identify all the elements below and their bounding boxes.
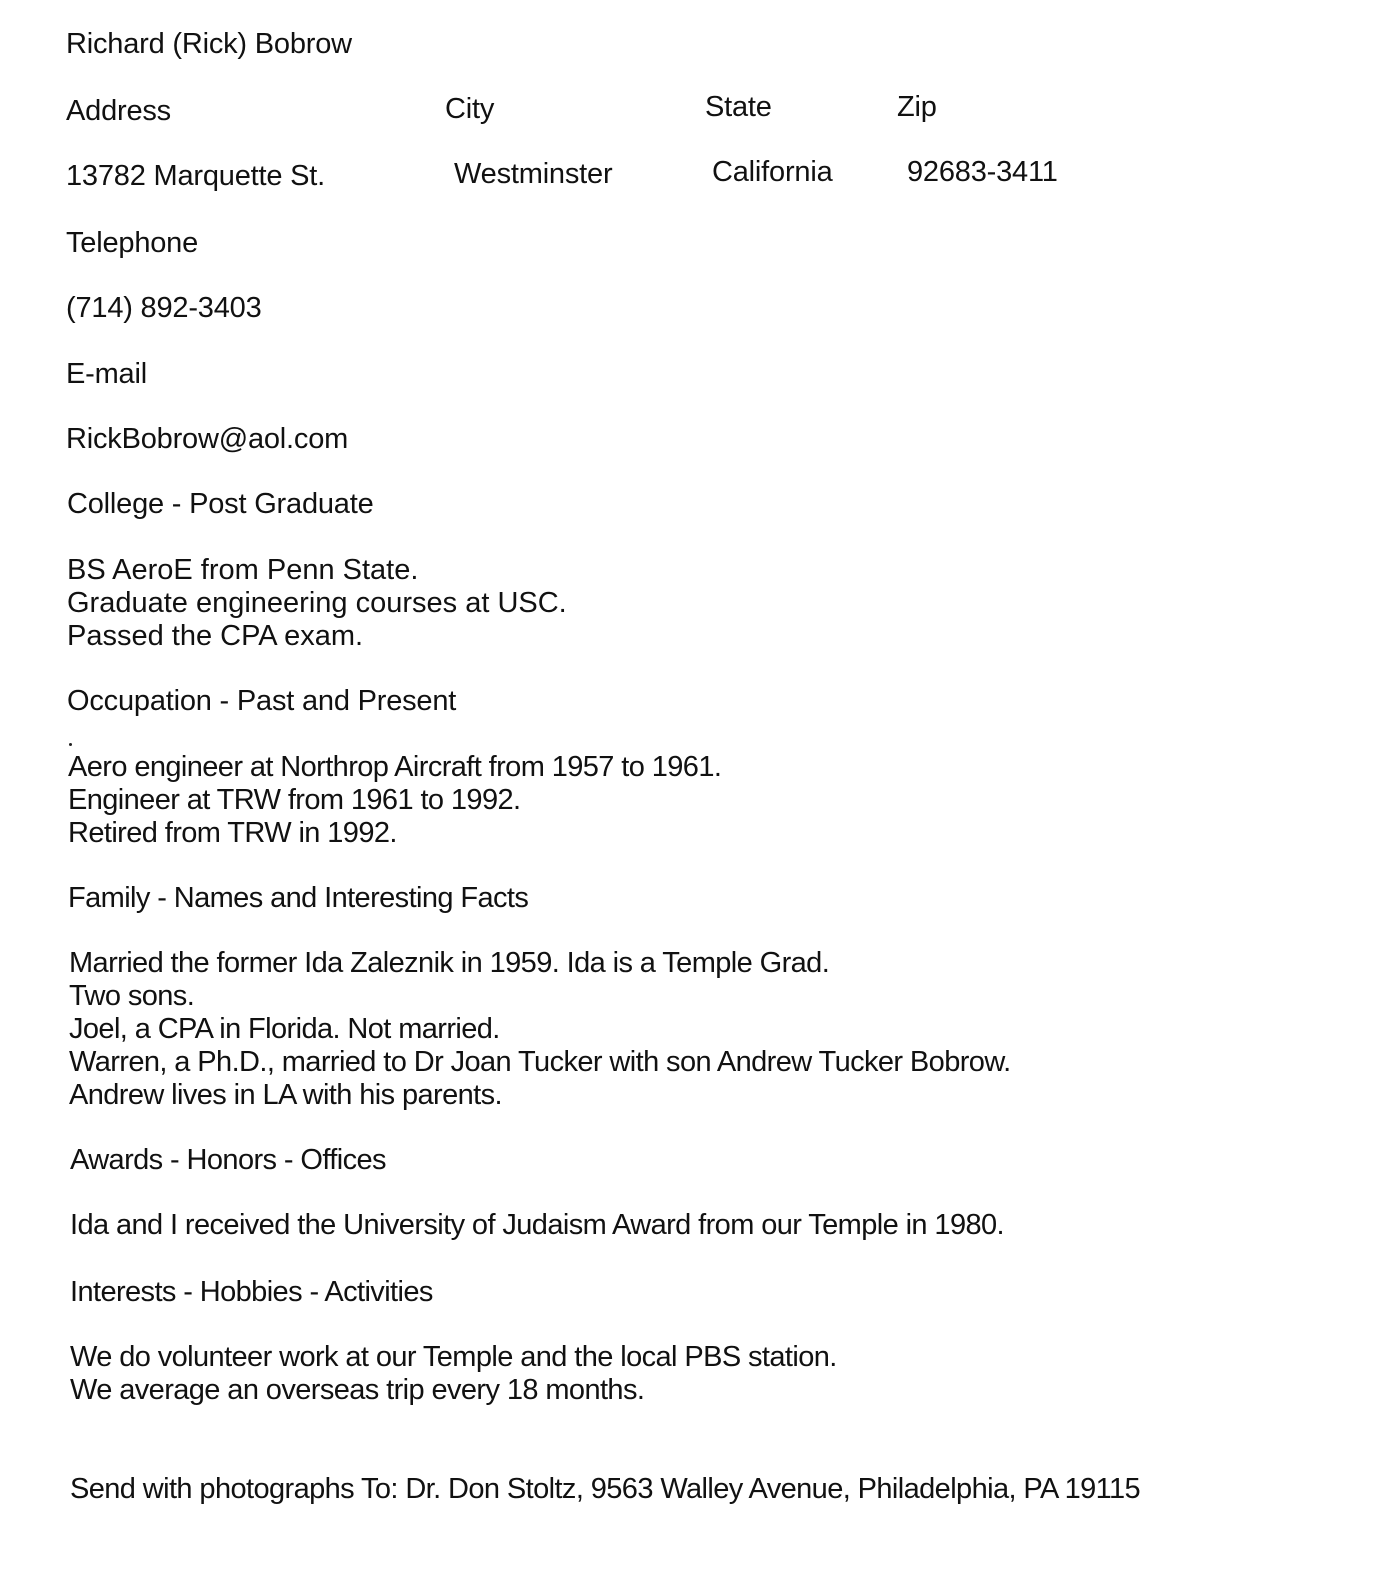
family-line: Andrew lives in LA with his parents. <box>69 1079 502 1111</box>
telephone-value: (714) 892-3403 <box>66 292 262 324</box>
zip-label: Zip <box>897 91 937 123</box>
state-label: State <box>705 91 772 123</box>
address-label: Address <box>66 95 171 127</box>
interests-details <box>70 1341 837 1407</box>
occupation-line: Aero engineer at Northrop Aircraft from 1957 to 1961. <box>68 751 722 783</box>
family-details <box>69 947 1011 1112</box>
interests-line: We average an overseas trip every 18 months. <box>70 1374 645 1406</box>
family-line: Married the former Ida Zaleznik in 1959. Ida is a Temple Grad. <box>69 947 830 979</box>
college-line: Passed the CPA exam. <box>67 620 364 652</box>
person-name: Richard (Rick) Bobrow <box>66 28 352 60</box>
zip-value: 92683-3411 <box>907 156 1058 188</box>
interests-line: We do volunteer work at our Temple and the local PBS station. <box>70 1341 837 1373</box>
family-line: Two sons. <box>69 980 195 1012</box>
college-details <box>67 554 567 653</box>
telephone-label: Telephone <box>66 227 199 259</box>
address-value: 13782 Marquette St. <box>66 160 325 192</box>
occupation-heading: Occupation - Past and Present <box>67 685 457 717</box>
city-value: Westminster <box>454 158 613 190</box>
email-value: RickBobrow@aol.com <box>66 423 349 455</box>
awards-details <box>70 1209 1004 1242</box>
state-value: California <box>712 156 833 188</box>
interests-heading: Interests - Hobbies - Activities <box>70 1276 433 1308</box>
awards-line: Ida and I received the University of Judaism Award from our Temple in 1980. <box>70 1209 1004 1241</box>
college-heading: College - Post Graduate <box>67 488 374 520</box>
city-label: City <box>445 93 495 125</box>
family-line: Warren, a Ph.D., married to Dr Joan Tucker with son Andrew Tucker Bobrow. <box>69 1046 1011 1078</box>
email-label: E-mail <box>66 358 147 390</box>
send-to-address: Send with photographs To: Dr. Don Stoltz, 9563 Walley Avenue, Philadelphia, PA 19115 <box>70 1473 1141 1505</box>
awards-heading: Awards - Honors - Offices <box>70 1144 386 1176</box>
occupation-line: Engineer at TRW from 1961 to 1992. <box>68 784 521 816</box>
occupation-details <box>68 751 721 850</box>
scan-speck <box>69 743 72 746</box>
family-line: Joel, a CPA in Florida. Not married. <box>69 1013 500 1045</box>
occupation-line: Retired from TRW in 1992. <box>68 817 397 849</box>
college-line: Graduate engineering courses at USC. <box>67 587 567 619</box>
family-heading: Family - Names and Interesting Facts <box>68 882 529 914</box>
college-line: BS AeroE from Penn State. <box>67 554 419 586</box>
